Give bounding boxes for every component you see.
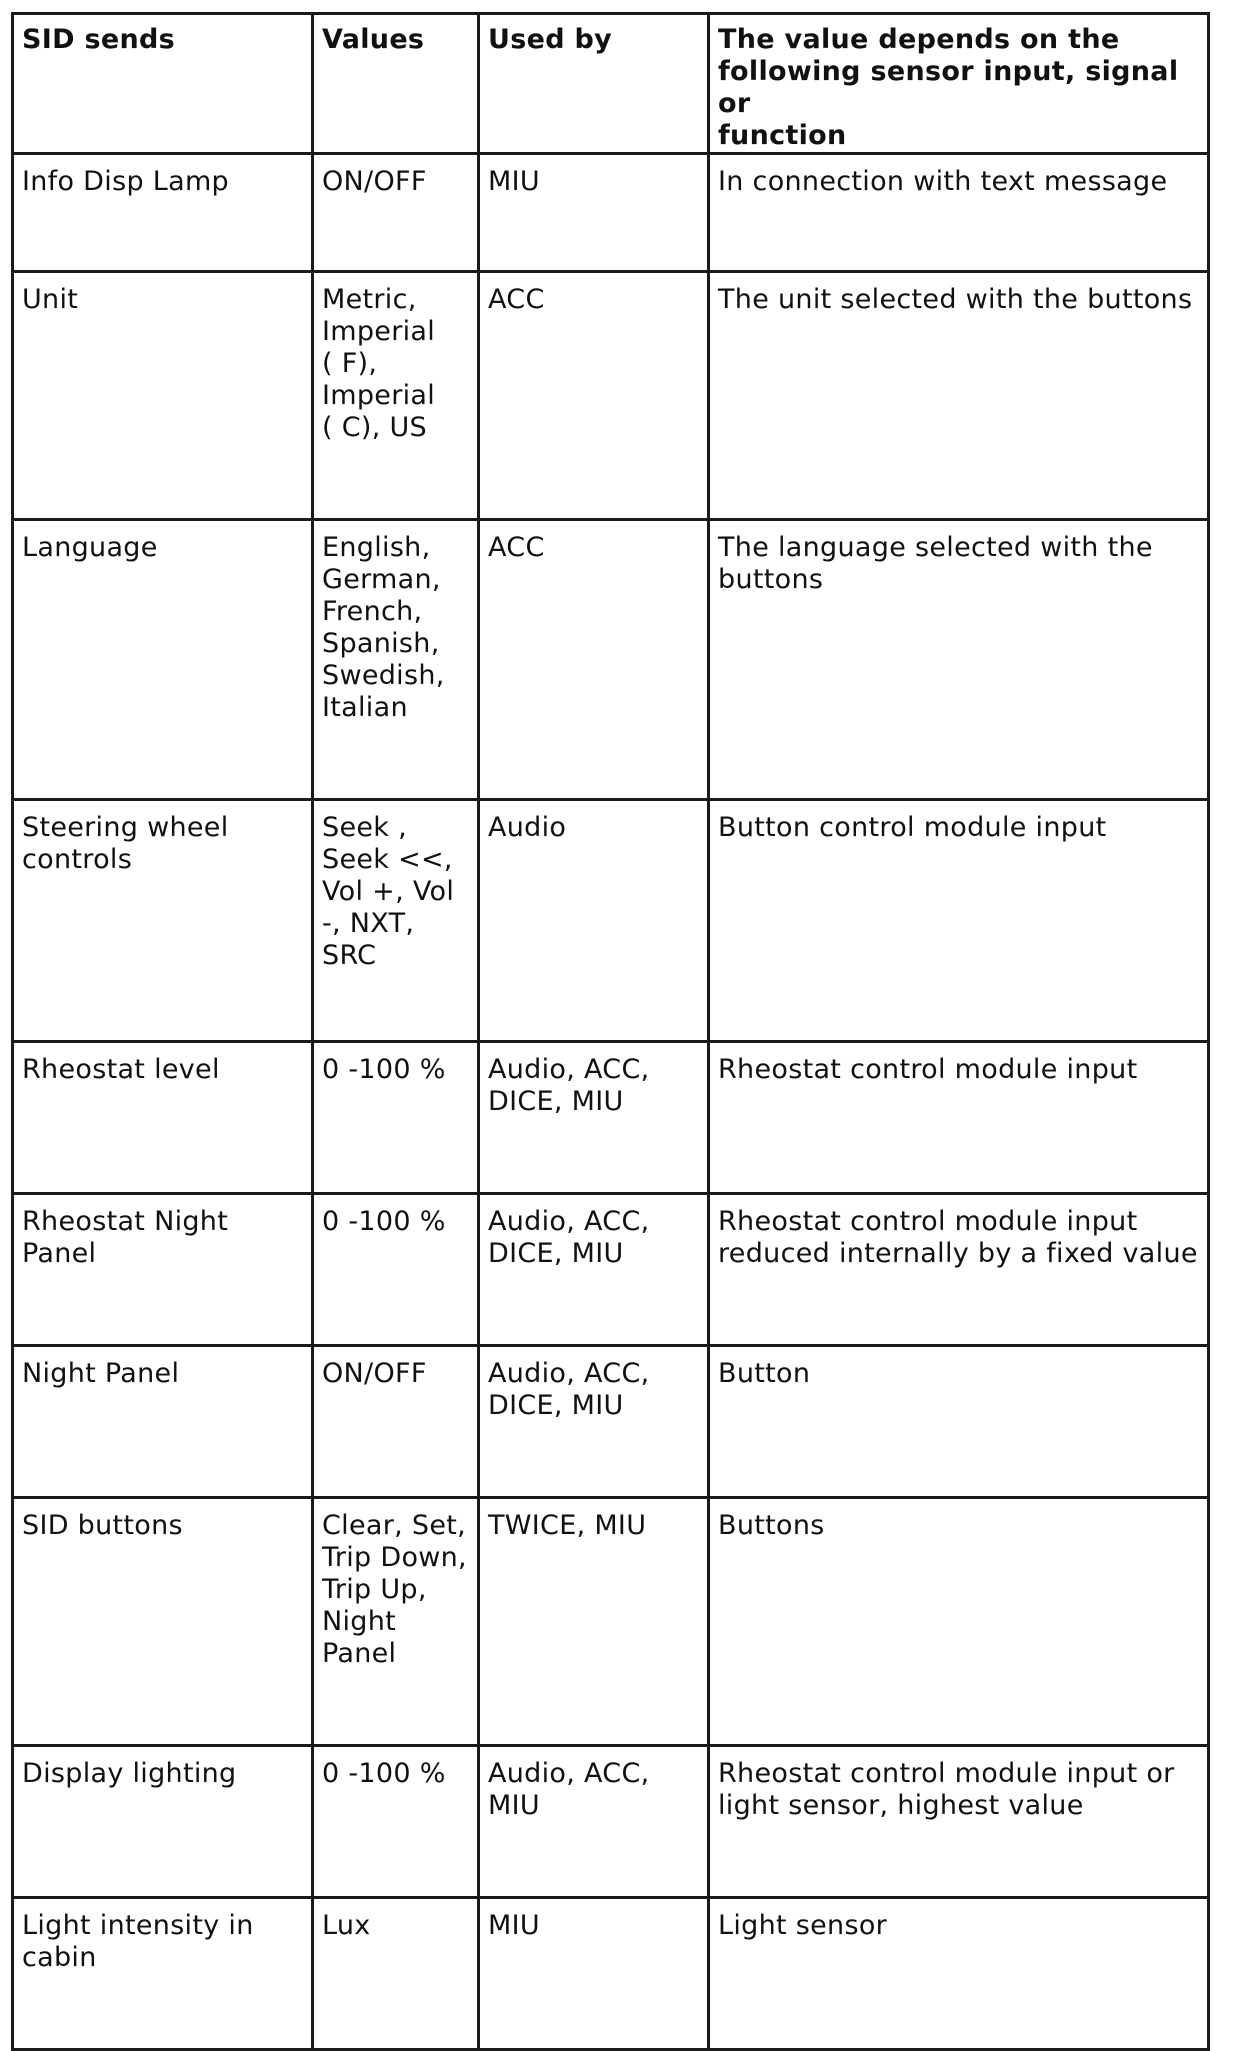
cell-used-by: Audio (479, 800, 709, 1042)
cell-values: ON/OFF (313, 154, 479, 272)
cell-values: 0 -100 % (313, 1194, 479, 1346)
cell-used-by: Audio, ACC, DICE, MIU (479, 1194, 709, 1346)
table-row (13, 1746, 1209, 1898)
cell-depends-on: Rheostat control module input or light sensor, highest value (709, 1746, 1209, 1898)
header-used-by: Used by (479, 14, 709, 154)
cell-values: Seek , Seek <<, Vol +, Vol -, NXT, SRC (313, 800, 479, 1042)
cell-signal: SID buttons (13, 1498, 313, 1746)
cell-used-by: ACC (479, 272, 709, 520)
cell-values: English, German, French, Spanish, Swedish, Italian (313, 520, 479, 800)
cell-depends-on: Rheostat control module input (709, 1042, 1209, 1194)
cell-values: Metric, Imperial ( F), Imperial ( C), US (313, 272, 479, 520)
cell-signal: Info Disp Lamp (13, 154, 313, 272)
table-row (13, 1042, 1209, 1194)
cell-values: 0 -100 % (313, 1746, 479, 1898)
cell-depends-on: In connection with text message (709, 154, 1209, 272)
cell-values: Clear, Set, Trip Down, Trip Up, Night Panel (313, 1498, 479, 1746)
table-row (13, 800, 1209, 1042)
table-row (13, 520, 1209, 800)
cell-signal: Night Panel (13, 1346, 313, 1498)
table-row (13, 1194, 1209, 1346)
cell-values: 0 -100 % (313, 1042, 479, 1194)
cell-depends-on: Button (709, 1346, 1209, 1498)
cell-used-by: MIU (479, 154, 709, 272)
cell-signal: Rheostat level (13, 1042, 313, 1194)
table-row (13, 154, 1209, 272)
cell-depends-on: Light sensor (709, 1898, 1209, 2050)
cell-signal: Unit (13, 272, 313, 520)
cell-depends-on: The language selected with the buttons (709, 520, 1209, 800)
cell-used-by: TWICE, MIU (479, 1498, 709, 1746)
table-row (13, 1498, 1209, 1746)
cell-signal: Steering wheel controls (13, 800, 313, 1042)
cell-depends-on: Rheostat control module input reduced internally by a fixed value (709, 1194, 1209, 1346)
cell-signal: Language (13, 520, 313, 800)
table-row (13, 1898, 1209, 2050)
header-depends-on: The value depends on the following sensor input, signal or function (709, 14, 1209, 154)
cell-values: Lux (313, 1898, 479, 2050)
cell-depends-on: Button control module input (709, 800, 1209, 1042)
cell-used-by: ACC (479, 520, 709, 800)
table-header-row (13, 14, 1209, 154)
cell-signal: Rheostat Night Panel (13, 1194, 313, 1346)
cell-used-by: Audio, ACC, MIU (479, 1746, 709, 1898)
cell-used-by: MIU (479, 1898, 709, 2050)
cell-depends-on: Buttons (709, 1498, 1209, 1746)
cell-used-by: Audio, ACC, DICE, MIU (479, 1346, 709, 1498)
header-values: Values (313, 14, 479, 154)
table-row (13, 272, 1209, 520)
cell-values: ON/OFF (313, 1346, 479, 1498)
cell-signal: Display lighting (13, 1746, 313, 1898)
header-sid-sends: SID sends (13, 14, 313, 154)
table-row (13, 1346, 1209, 1498)
cell-signal: Light intensity in cabin (13, 1898, 313, 2050)
cell-depends-on: The unit selected with the buttons (709, 272, 1209, 520)
cell-used-by: Audio, ACC, DICE, MIU (479, 1042, 709, 1194)
sid-signals-table (11, 12, 1210, 2051)
